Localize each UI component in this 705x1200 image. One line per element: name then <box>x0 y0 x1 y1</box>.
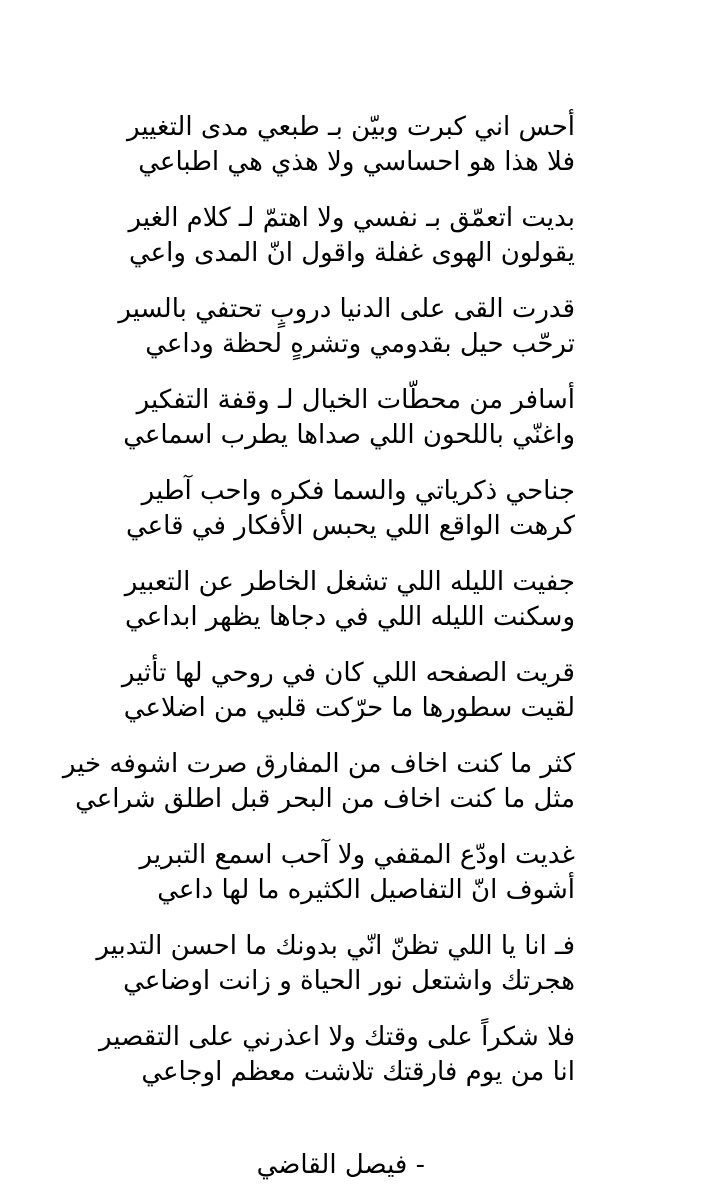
poem-stanza-3 <box>118 292 575 362</box>
verse-line: وسكنت الليله اللي في دجاها يظهر ابداعي <box>125 602 575 632</box>
verse-line: مثل ما كنت اخاف من البحر قبل اطلق شراعي <box>75 784 575 814</box>
verse-line: يقولون الهوى غفلة واقول انّ المدى واعي <box>128 238 575 268</box>
verse-line: كثر ما كنت اخاف من المفارق صرت اشوفه خير <box>62 749 575 779</box>
verse-line: بديت اتعمّق بـ نفسي ولا اهتمّ لـ كلام الغير <box>128 203 575 233</box>
verse-line: هجرتك واشتعل نور الحياة و زانت اوضاعي <box>123 966 575 996</box>
verse-line: ترحّب حيل بقدومي وتشرهٍ لحظة وداعي <box>145 329 575 359</box>
verse-line: جناحي ذكرياتي والسما فكره واحب آطير <box>141 476 575 506</box>
verse-line: فلا هذا هو احساسي ولا هذي هي اطباعي <box>138 147 575 177</box>
poem-stanza-2 <box>125 201 575 271</box>
verse-line: واغنّي باللحون اللي صداها يطرب اسماعي <box>123 420 575 450</box>
verse-line: كرهت الواقع اللي يحبس الأفكار في قاعي <box>125 511 575 541</box>
verse-line: فـ انا يا اللي تظنّ انّي بدونك ما احسن التدبير <box>96 931 575 961</box>
verse-line: أسافر من محطّات الخيال لـ وقفة التفكير <box>136 385 575 415</box>
verse-line: أحس اني كبرت وبيّن بـ طبعي مدى التغيير <box>126 112 575 142</box>
verse-line: أشوف انّ التفاصيل الكثيره ما لها داعي <box>157 875 575 905</box>
verse-line: فلا شكراً على وقتك ولا اعذرني على التقصير <box>99 1022 575 1052</box>
poem-body <box>62 110 575 1111</box>
poem-stanza-11 <box>99 1020 575 1090</box>
verse-line: قريت الصفحه اللي كان في روحي لها تأثير <box>121 658 575 688</box>
verse-line: قدرت القى على الدنيا دروبٍ تحتفي بالسير <box>118 294 575 324</box>
poem-stanza-6 <box>125 565 575 635</box>
verse-line: غديت اودّع المقفي ولا آحب اسمع التبرير <box>139 840 575 870</box>
poem-stanza-7 <box>121 656 575 726</box>
poem-stanza-8 <box>62 747 575 817</box>
poem-stanza-4 <box>125 383 575 453</box>
poem-stanza-1 <box>125 110 575 180</box>
poem-stanza-9 <box>125 838 575 908</box>
poem-stanza-5 <box>125 474 575 544</box>
verse-line: جفيت الليله اللي تشغل الخاطر عن التعبير <box>124 567 575 597</box>
poet-signature: - فيصل القاضي <box>256 1150 425 1180</box>
verse-line: لقيت سطورها ما حرّكت قلبي من اضلاعي <box>123 693 575 723</box>
verse-line: انا من يوم فارقتك تلاشت معظم اوجاعي <box>141 1057 575 1087</box>
poem-stanza-10 <box>96 929 575 999</box>
